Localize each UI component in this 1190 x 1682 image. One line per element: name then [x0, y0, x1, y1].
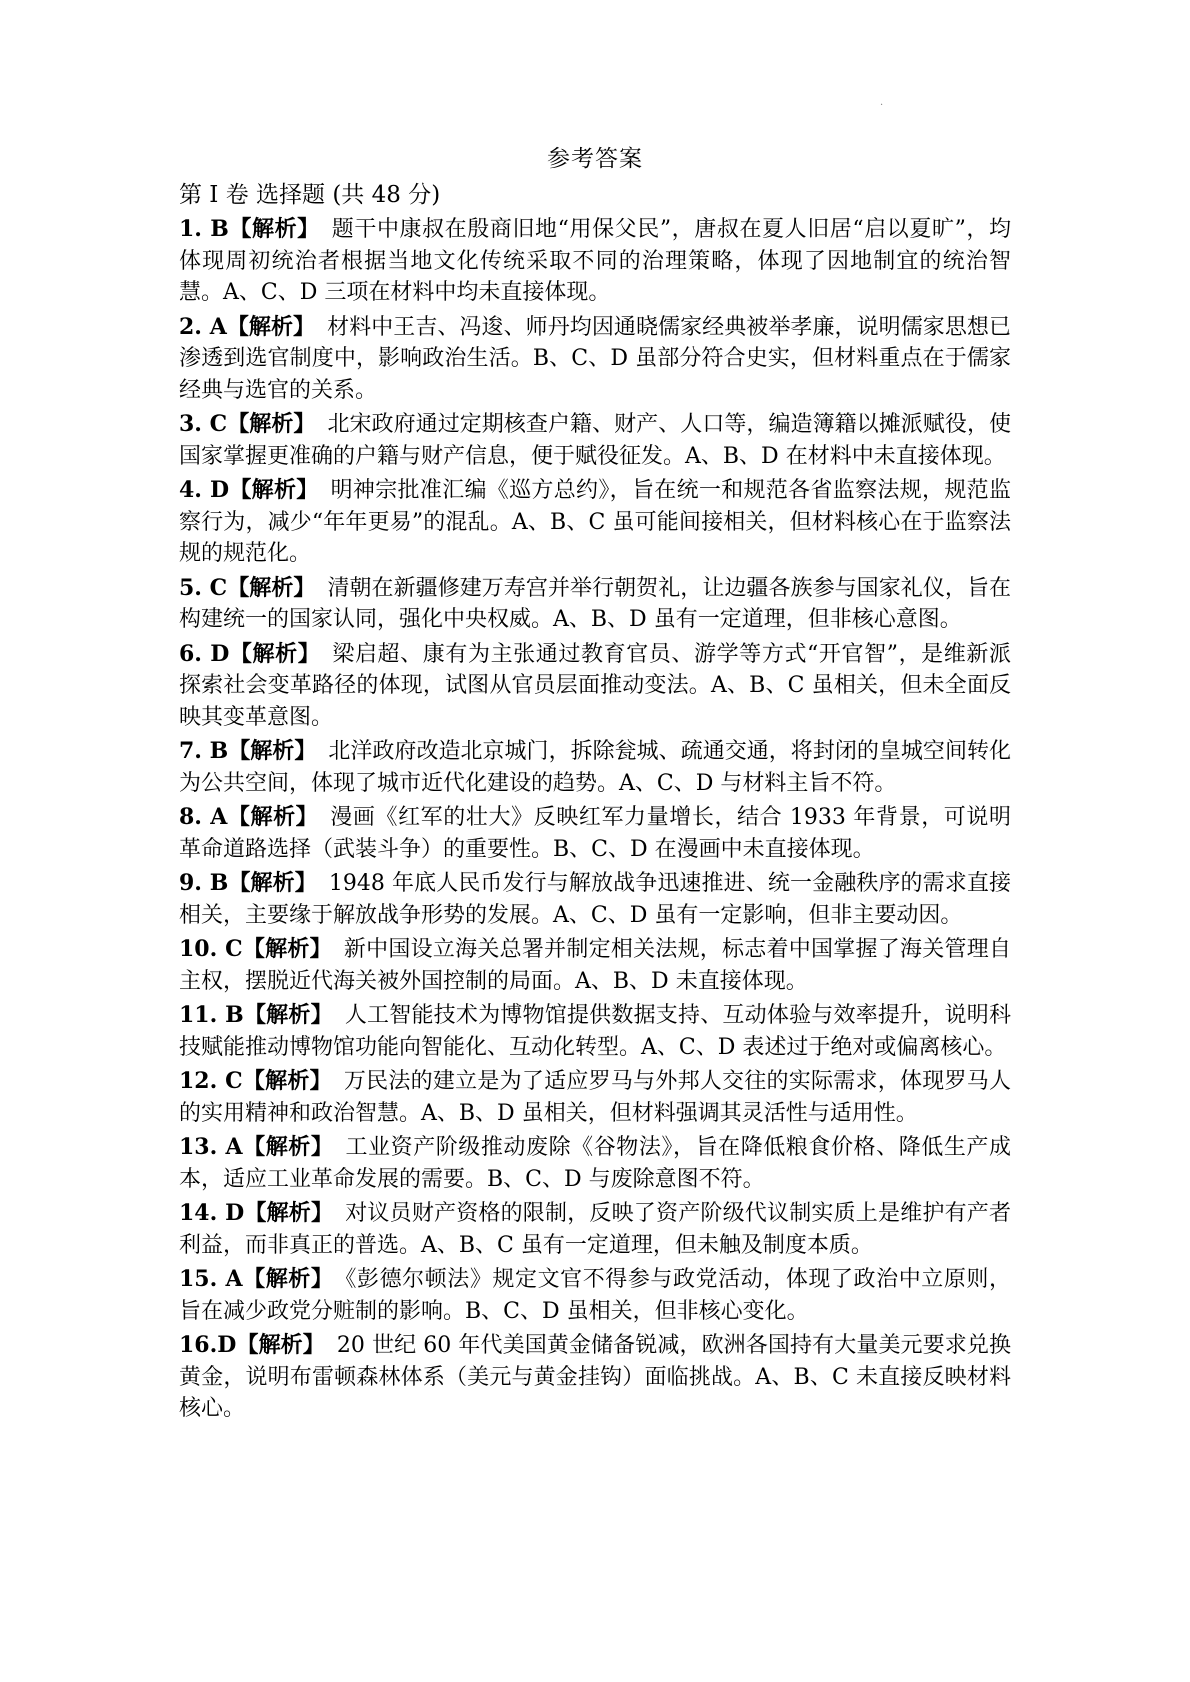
answer-label: 8. A【解析】 — [179, 804, 319, 830]
answer-text: 《彭德尔顿法》规定文官不得参与政党活动，体现了政治中立原则，旨在减少政党分赃制的影响。B、C、D 虽相关，但非核心变化。 — [179, 1267, 1011, 1324]
answer-item-10 — [179, 934, 1011, 997]
answer-text: 北洋政府改造北京城门，拆除瓮城、疏通交通，将封闭的皇城空间转化为公共空间，体现了城市近代化建设的趋势。A、C、D 与材料主旨不符。 — [179, 739, 1011, 796]
section-heading: 第 I 卷 选择题 (共 48 分) — [179, 182, 441, 208]
page-title: 参考答案 — [547, 146, 643, 172]
answer-label: 14. D【解析】 — [179, 1200, 334, 1226]
answer-item-15 — [179, 1264, 1011, 1327]
answer-text: 漫画《红军的壮大》反映红军力量增长，结合 1933 年背景，可说明革命道路选择（武装斗争）的重要性。B、C、D 在漫画中未直接体现。 — [179, 805, 1011, 862]
answer-item-14 — [179, 1198, 1011, 1261]
answer-text: 北宋政府通过定期核查户籍、财产、人口等，编造簿籍以摊派赋役，使国家掌握更准确的户籍与财产信息，便于赋役征发。A、B、D 在材料中未直接体现。 — [179, 412, 1011, 469]
answer-text: 20 世纪 60 年代美国黄金储备锐减，欧洲各国持有大量美元要求兑换黄金，说明布雷顿森林体系（美元与黄金挂钩）面临挑战。A、B、C 未直接反映材料核心。 — [179, 1333, 1011, 1421]
answer-label: 13. A【解析】 — [179, 1134, 334, 1160]
answer-item-8 — [179, 802, 1011, 865]
answer-label: 1. B【解析】 — [179, 216, 320, 242]
answer-label: 3. C【解析】 — [179, 411, 316, 437]
answer-label: 9. B【解析】 — [179, 870, 317, 896]
answer-item-1 — [179, 214, 1011, 309]
answer-item-6 — [179, 639, 1011, 734]
answer-sheet — [179, 142, 1011, 1428]
answer-label: 6. D【解析】 — [179, 640, 321, 667]
answer-label: 2. A【解析】 — [179, 313, 316, 340]
answer-item-9 — [179, 868, 1011, 931]
answer-text: 新中国设立海关总署并制定相关法规，标志着中国掌握了海关管理自主权，摆脱近代海关被外国控制的局面。A、B、D 未直接体现。 — [179, 937, 1011, 994]
answer-text: 人工智能技术为博物馆提供数据支持、互动体验与效率提升，说明科技赋能推动博物馆功能向智能化、互动化转型。A、C、D 表述过于绝对或偏离核心。 — [179, 1003, 1011, 1060]
answer-item-11 — [179, 1000, 1011, 1063]
answer-text: 题干中康叔在殷商旧地“用保父民”，唐叔在夏人旧居“启以夏旷”，均体现周初统治者根据当地文化传统采取不同的治理策略，体现了因地制宜的统治智慧。A、C、D 三项在材料中均未直接体现。 — [179, 217, 1011, 305]
answer-item-16 — [179, 1330, 1011, 1425]
answer-label: 7. B【解析】 — [179, 738, 317, 764]
answer-label: 15. A【解析】 — [179, 1266, 334, 1292]
answer-item-2 — [179, 312, 1011, 407]
answer-item-5 — [179, 573, 1011, 636]
answer-text: 材料中王吉、冯逡、师丹均因通晓儒家经典被举孝廉，说明儒家思想已渗透到选官制度中，影响政治生活。B、C、D 虽部分符合史实，但材料重点在于儒家经典与选官的关系。 — [179, 314, 1011, 403]
answer-label: 11. B【解析】 — [179, 1002, 333, 1028]
answer-item-13 — [179, 1132, 1011, 1195]
answer-label: 16.D【解析】 — [179, 1332, 325, 1358]
answer-item-7 — [179, 736, 1011, 799]
answer-text: 1948 年底人民币发行与解放战争迅速推进、统一金融秩序的需求直接相关，主要缘于解放战争形势的发展。A、C、D 虽有一定影响，但非主要动因。 — [179, 871, 1011, 928]
answer-text: 万民法的建立是为了适应罗马与外邦人交往的实际需求，体现罗马人的实用精神和政治智慧。A、B、D 虽相关，但材料强调其灵活性与适用性。 — [179, 1069, 1011, 1126]
answer-text: 工业资产阶级推动废除《谷物法》，旨在降低粮食价格、降低生产成本，适应工业革命发展的需要。B、C、D 与废除意图不符。 — [179, 1135, 1011, 1192]
answer-label: 4. D【解析】 — [179, 477, 319, 503]
answer-item-4 — [179, 475, 1011, 570]
answer-text: 明神宗批准汇编《巡方总约》，旨在统一和规范各省监察法规，规范监察行为，减少“年年更易”的混乱。A、B、C 虽可能间接相关，但材料核心在于监察法规的规范化。 — [179, 478, 1011, 566]
answer-text: 梁启超、康有为主张通过教育官员、游学等方式“开官智”，是维新派探索社会变革路径的体现，试图从官员层面推动变法。A、B、C 虽相关，但未全面反映其变革意图。 — [179, 641, 1011, 730]
answer-label: 12. C【解析】 — [179, 1068, 332, 1094]
answer-item-12 — [179, 1066, 1011, 1129]
answer-text: 对议员财产资格的限制，反映了资产阶级代议制实质上是维护有产者利益，而非真正的普选。A、B、C 虽有一定道理，但未触及制度本质。 — [179, 1201, 1011, 1258]
answer-text: 清朝在新疆修建万寿宫并举行朝贺礼，让边疆各族参与国家礼仪，旨在构建统一的国家认同，强化中央权威。A、B、D 虽有一定道理，但非核心意图。 — [179, 575, 1011, 632]
answer-label: 5. C【解析】 — [179, 574, 316, 601]
answer-label: 10. C【解析】 — [179, 936, 332, 962]
answer-item-3 — [179, 409, 1011, 472]
corner-mark: · — [880, 100, 884, 111]
